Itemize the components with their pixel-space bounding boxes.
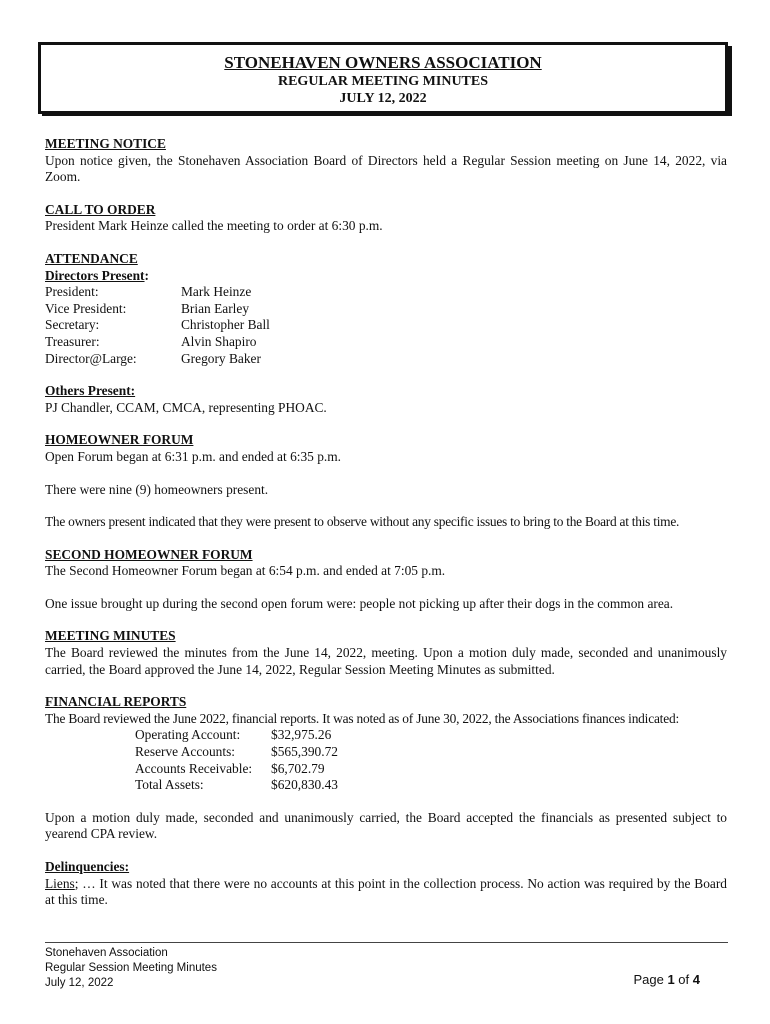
section-heading: ATTENDANCE [45,250,138,266]
attendance-row [45,351,727,368]
section-text: The Board reviewed the June 2022, financial reports. It was noted as of June 30, 2022, the Associations finances indicated: [45,710,679,726]
finance-value: $32,975.26 [271,727,332,743]
finance-value: $620,830.43 [271,777,338,793]
section-text: Upon a motion duly made, seconded and unanimously carried, the Board accepted the financials as presented subject to yearend CPA review. [45,809,727,842]
section-others-present [45,383,727,416]
attendance-name: Gregory Baker [181,350,261,366]
finance-row [45,744,727,761]
footer-doc-type: Regular Session Meeting Minutes [45,962,217,974]
attendance-name: Mark Heinze [181,284,252,300]
footer-association: Stonehaven Association [45,947,168,959]
section-financial-reports [45,694,727,843]
section-attendance [45,251,727,367]
section-heading: Others Present: [45,383,136,399]
finance-label: Operating Account: [135,727,241,743]
section-heading: FINANCIAL REPORTS [45,694,187,710]
finance-row [45,761,727,778]
section-homeowner-forum [45,432,727,530]
attendance-role: President: [45,284,99,300]
finance-label: Reserve Accounts: [135,744,236,760]
attendance-role: Treasurer: [45,333,100,349]
page-current: 1 [667,972,675,987]
section-heading: Delinquencies: [45,859,130,874]
section-delinquencies [45,859,727,909]
section-heading: MEETING MINUTES [45,628,176,644]
attendance-role: Director@Large: [45,350,137,366]
attendance-name: Alvin Shapiro [181,333,257,349]
section-text [45,876,727,909]
section-heading: MEETING NOTICE [45,136,166,151]
attendance-name: Brian Earley [181,300,250,316]
section-text: Open Forum began at 6:31 p.m. and ended at 6:35 p.m. [45,448,342,464]
page-prefix: Page [633,972,668,987]
liens-label: Liens [45,875,75,891]
section-text: One issue brought up during the second open forum were: people not picking up after their dogs in the common area. [45,595,674,611]
attendance-row [45,284,727,301]
directors-heading-colon: : [144,267,149,283]
section-call-to-order [45,202,727,235]
section-text: The owners present indicated that they were present to observe without any specific issues to bring to the Board at this time. [45,514,680,530]
page-of: of [674,972,693,987]
document-date: JULY 12, 2022 [339,91,427,106]
liens-text: ; … It was noted that there were no accounts at this point in the collection process. No action was required by the Board at this time. [45,875,727,908]
directors-present-heading [45,268,727,285]
finance-label: Accounts Receivable: [135,760,253,776]
document-title: STONEHAVEN OWNERS ASSOCIATION [224,53,542,72]
finance-value: $565,390.72 [271,744,338,760]
attendance-row [45,301,727,318]
section-text: President Mark Heinze called the meeting to order at 6:30 p.m. [45,218,383,234]
section-meeting-notice [45,136,727,186]
finance-row [45,777,727,794]
finance-value: $6,702.79 [271,760,325,776]
section-text: There were nine (9) homeowners present. [45,481,269,497]
footer-divider [45,942,728,943]
page-number [633,972,700,987]
page-total: 4 [692,972,700,987]
section-text: The Second Homeowner Forum began at 6:54 p.m. and ended at 7:05 p.m. [45,563,446,579]
attendance-role: Vice President: [45,300,127,316]
header-box [38,42,728,114]
directors-heading-text: Directors Present [45,267,145,283]
finance-row [45,727,727,744]
footer-date: July 12, 2022 [45,977,114,989]
section-meeting-minutes [45,628,727,678]
attendance-row [45,334,727,351]
footer-info [45,946,217,991]
section-heading: SECOND HOMEOWNER FORUM [45,546,253,562]
section-text: PJ Chandler, CCAM, CMCA, representing PHOAC. [45,399,327,415]
section-text: Upon notice given, the Stonehaven Association Board of Directors held a Regular Session meeting on June 14, 2022, via Zoom. [45,152,727,185]
section-text: The Board reviewed the minutes from the June 14, 2022, meeting. Upon a motion duly made, seconded and unanimously carried, the Board approved the June 14, 2022, Regular Session Meeting Minutes as submitted. [45,645,727,677]
finance-label: Total Assets: [135,777,204,793]
minutes-body [45,136,727,925]
document-subtitle: REGULAR MEETING MINUTES [277,74,489,89]
section-second-forum [45,547,727,613]
attendance-role: Secretary: [45,317,100,333]
section-heading: CALL TO ORDER [45,201,156,217]
attendance-row [45,317,727,334]
attendance-name: Christopher Ball [181,317,270,333]
section-heading: HOMEOWNER FORUM [45,432,194,448]
